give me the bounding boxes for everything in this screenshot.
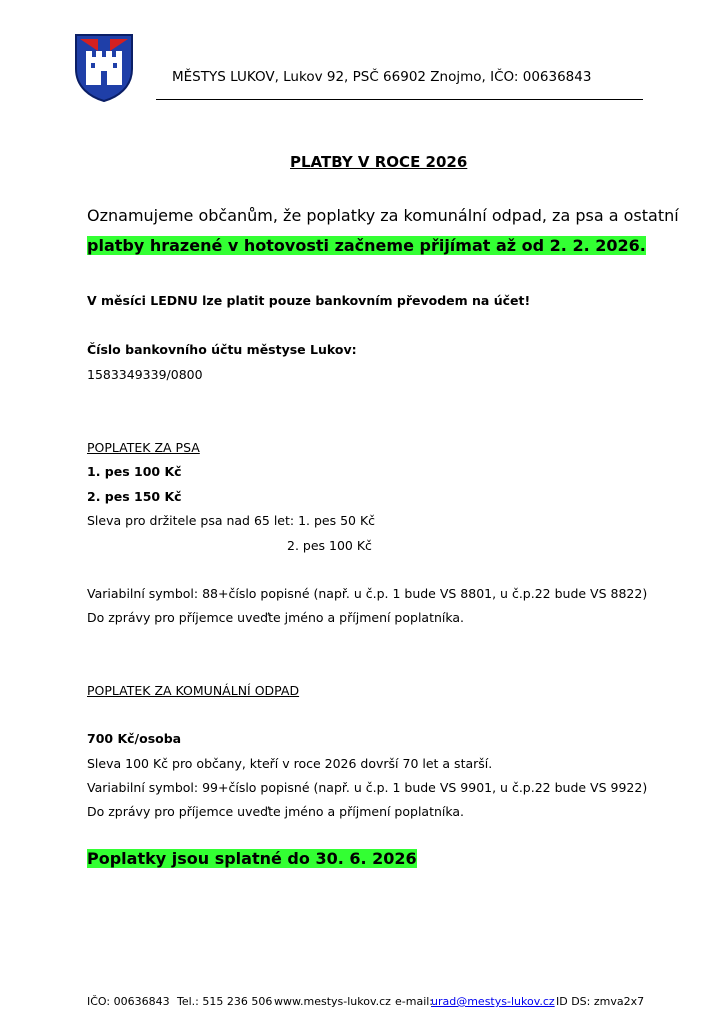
intro-text: Oznamujeme občanům, že poplatky za komunální odpad, za psa a ostatní <box>87 206 679 225</box>
page-title: PLATBY V ROCE 2026 <box>290 153 468 171</box>
coat-of-arms-logo <box>74 33 134 103</box>
waste-fee-discount: Sleva 100 Kč pro občany, kteří v roce 2026 dovrší 70 let a starší. <box>87 756 493 771</box>
dog-fee-discount-second: 2. pes 100 Kč <box>287 538 372 553</box>
footer-email-label: e-mail: <box>395 995 434 1008</box>
waste-fee-variable-symbol: Variabilní symbol: 99+číslo popisné (např. u č.p. 1 bude VS 9901, u č.p.22 bude VS 9922) <box>87 780 648 795</box>
footer-web[interactable]: www.mestys-lukov.cz <box>274 995 391 1008</box>
footer-phone: Tel.: 515 236 506 <box>177 995 273 1008</box>
intro-highlight-text: platby hrazené v hotovosti začneme přijímat až od 2. 2. 2026. <box>87 236 646 255</box>
dog-fee-heading: POPLATEK ZA PSA <box>87 440 200 455</box>
footer-data-box: ID DS: zmva2x7 <box>556 995 645 1008</box>
dog-fee-discount: Sleva pro držitele psa nad 65 let: 1. pes 50 Kč <box>87 513 376 528</box>
deadline-text: Poplatky jsou splatné do 30. 6. 2026 <box>87 849 417 868</box>
waste-fee-message: Do zprávy pro příjemce uveďte jméno a příjmení poplatníka. <box>87 804 465 819</box>
footer-ico: IČO: 00636843 <box>87 995 170 1008</box>
waste-fee-heading: POPLATEK ZA KOMUNÁLNÍ ODPAD <box>87 683 300 698</box>
footer-email-link[interactable]: urad@mestys-lukov.cz <box>431 995 555 1008</box>
header-address: MĚSTYS LUKOV, Lukov 92, PSČ 66902 Znojmo, IČO: 00636843 <box>172 69 592 85</box>
dog-fee-second: 2. pes 150 Kč <box>87 489 182 504</box>
bank-account-label: Číslo bankovního účtu městyse Lukov: <box>87 342 357 357</box>
january-note: V měsíci LEDNU lze platit pouze bankovním převodem na účet! <box>87 293 531 308</box>
waste-fee-amount: 700 Kč/osoba <box>87 731 182 746</box>
deadline-notice <box>87 849 417 868</box>
header-divider <box>156 99 643 100</box>
dog-fee-variable-symbol: Variabilní symbol: 88+číslo popisné (např. u č.p. 1 bude VS 8801, u č.p.22 bude VS 8822) <box>87 586 648 601</box>
dog-fee-message: Do zprávy pro příjemce uveďte jméno a příjmení poplatníka. <box>87 610 465 625</box>
bank-account-number: 1583349339/0800 <box>87 367 203 382</box>
dog-fee-first: 1. pes 100 Kč <box>87 464 182 479</box>
intro-highlight <box>87 236 646 255</box>
